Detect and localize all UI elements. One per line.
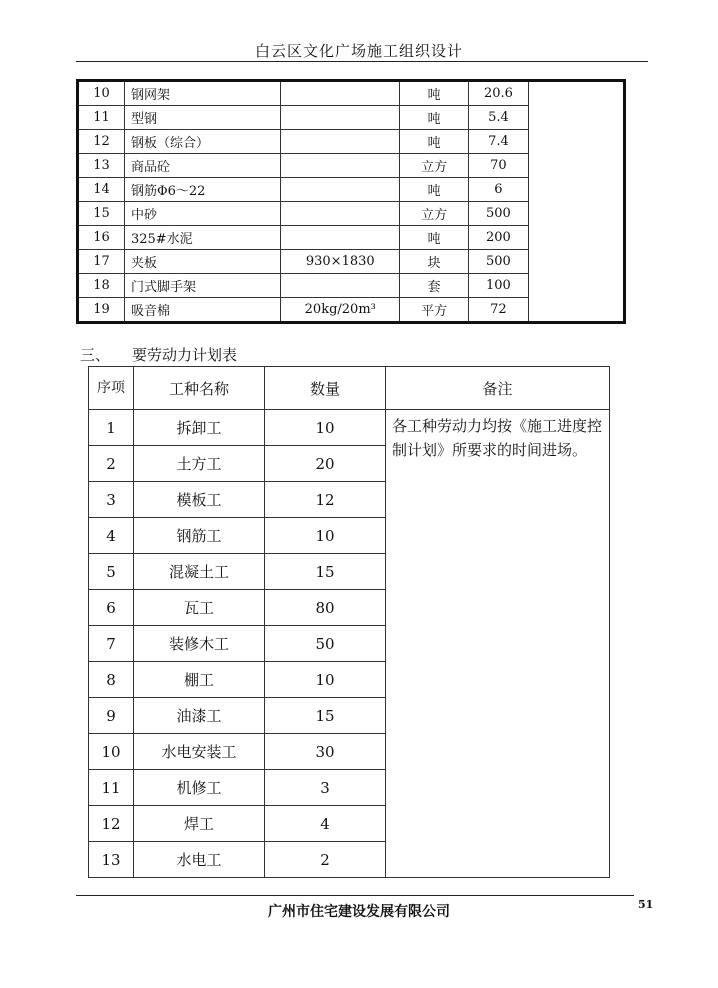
labor-number: 4 (89, 518, 134, 554)
materials-table (76, 79, 626, 324)
labor-number: 10 (89, 734, 134, 770)
header-type: 工种名称 (134, 367, 265, 410)
labor-qty: 15 (265, 554, 386, 590)
material-qty: 500 (468, 250, 528, 274)
header-divider (76, 61, 648, 62)
footer-company: 广州市住宅建设发展有限公司 (268, 904, 450, 920)
material-name: 吸音棉 (124, 298, 280, 323)
labor-type: 钢筋工 (134, 518, 265, 554)
labor-remark: 各工种劳动力均按《施工进度控制计划》所要求的时间进场。 (386, 410, 610, 878)
labor-number: 1 (89, 410, 134, 446)
material-name: 型钢 (124, 106, 280, 130)
material-spec (281, 178, 400, 202)
material-spec (281, 226, 400, 250)
table-row (78, 81, 625, 106)
material-unit: 块 (400, 250, 468, 274)
section-title: 要劳动力计划表 (132, 346, 238, 364)
row-number: 13 (78, 154, 125, 178)
material-spec (281, 154, 400, 178)
labor-qty: 80 (265, 590, 386, 626)
footer-divider (76, 895, 634, 896)
material-unit: 平方 (400, 298, 468, 323)
blank-column (529, 81, 625, 323)
labor-type: 焊工 (134, 806, 265, 842)
header-seq: 序项 (89, 367, 134, 410)
material-unit: 吨 (400, 130, 468, 154)
material-spec: 930×1830 (281, 250, 400, 274)
material-name: 门式脚手架 (124, 274, 280, 298)
labor-qty: 50 (265, 626, 386, 662)
labor-number: 9 (89, 698, 134, 734)
material-unit: 套 (400, 274, 468, 298)
labor-number: 7 (89, 626, 134, 662)
table-row (89, 410, 610, 446)
labor-type: 模板工 (134, 482, 265, 518)
material-name: 325#水泥 (124, 226, 280, 250)
material-qty: 72 (468, 298, 528, 323)
labor-type: 机修工 (134, 770, 265, 806)
material-spec: 20kg/20m³ (281, 298, 400, 323)
labor-qty: 2 (265, 842, 386, 878)
row-number: 12 (78, 130, 125, 154)
section-heading (80, 344, 237, 365)
labor-number: 5 (89, 554, 134, 590)
labor-qty: 10 (265, 518, 386, 554)
material-qty: 70 (468, 154, 528, 178)
labor-type: 油漆工 (134, 698, 265, 734)
material-qty: 500 (468, 202, 528, 226)
labor-plan-table (88, 366, 610, 878)
material-spec (281, 274, 400, 298)
row-number: 11 (78, 106, 125, 130)
table-header-row (89, 367, 610, 410)
material-unit: 吨 (400, 226, 468, 250)
labor-qty: 30 (265, 734, 386, 770)
material-name: 中砂 (124, 202, 280, 226)
material-qty: 5.4 (468, 106, 528, 130)
labor-number: 8 (89, 662, 134, 698)
material-unit: 吨 (400, 81, 468, 106)
header-qty: 数量 (265, 367, 386, 410)
row-number: 19 (78, 298, 125, 323)
row-number: 15 (78, 202, 125, 226)
labor-number: 13 (89, 842, 134, 878)
material-name: 商品砼 (124, 154, 280, 178)
material-qty: 100 (468, 274, 528, 298)
labor-type: 土方工 (134, 446, 265, 482)
labor-number: 11 (89, 770, 134, 806)
labor-qty: 15 (265, 698, 386, 734)
material-unit: 吨 (400, 106, 468, 130)
material-unit: 立方 (400, 154, 468, 178)
labor-number: 3 (89, 482, 134, 518)
row-number: 17 (78, 250, 125, 274)
material-unit: 吨 (400, 178, 468, 202)
row-number: 18 (78, 274, 125, 298)
labor-qty: 12 (265, 482, 386, 518)
material-qty: 6 (468, 178, 528, 202)
row-number: 10 (78, 81, 125, 106)
labor-type: 水电安装工 (134, 734, 265, 770)
material-name: 钢网架 (124, 81, 280, 106)
row-number: 14 (78, 178, 125, 202)
row-number: 16 (78, 226, 125, 250)
material-spec (281, 81, 400, 106)
page-number: 51 (638, 898, 654, 911)
material-qty: 7.4 (468, 130, 528, 154)
material-unit: 立方 (400, 202, 468, 226)
labor-number: 6 (89, 590, 134, 626)
material-name: 钢筋Φ6～22 (124, 178, 280, 202)
header-remark: 备注 (386, 367, 610, 410)
labor-qty: 4 (265, 806, 386, 842)
labor-qty: 10 (265, 662, 386, 698)
labor-number: 2 (89, 446, 134, 482)
labor-number: 12 (89, 806, 134, 842)
section-number: 三、 (80, 346, 111, 364)
material-qty: 200 (468, 226, 528, 250)
labor-type: 棚工 (134, 662, 265, 698)
labor-qty: 10 (265, 410, 386, 446)
labor-qty: 20 (265, 446, 386, 482)
page-header-title: 白云区文化广场施工组织设计 (254, 42, 463, 60)
material-qty: 20.6 (468, 81, 528, 106)
material-spec (281, 202, 400, 226)
material-name: 钢板（综合） (124, 130, 280, 154)
labor-type: 瓦工 (134, 590, 265, 626)
material-name: 夹板 (124, 250, 280, 274)
material-spec (281, 130, 400, 154)
labor-type: 混凝土工 (134, 554, 265, 590)
labor-type: 装修木工 (134, 626, 265, 662)
labor-type: 拆卸工 (134, 410, 265, 446)
material-spec (281, 106, 400, 130)
labor-type: 水电工 (134, 842, 265, 878)
labor-qty: 3 (265, 770, 386, 806)
